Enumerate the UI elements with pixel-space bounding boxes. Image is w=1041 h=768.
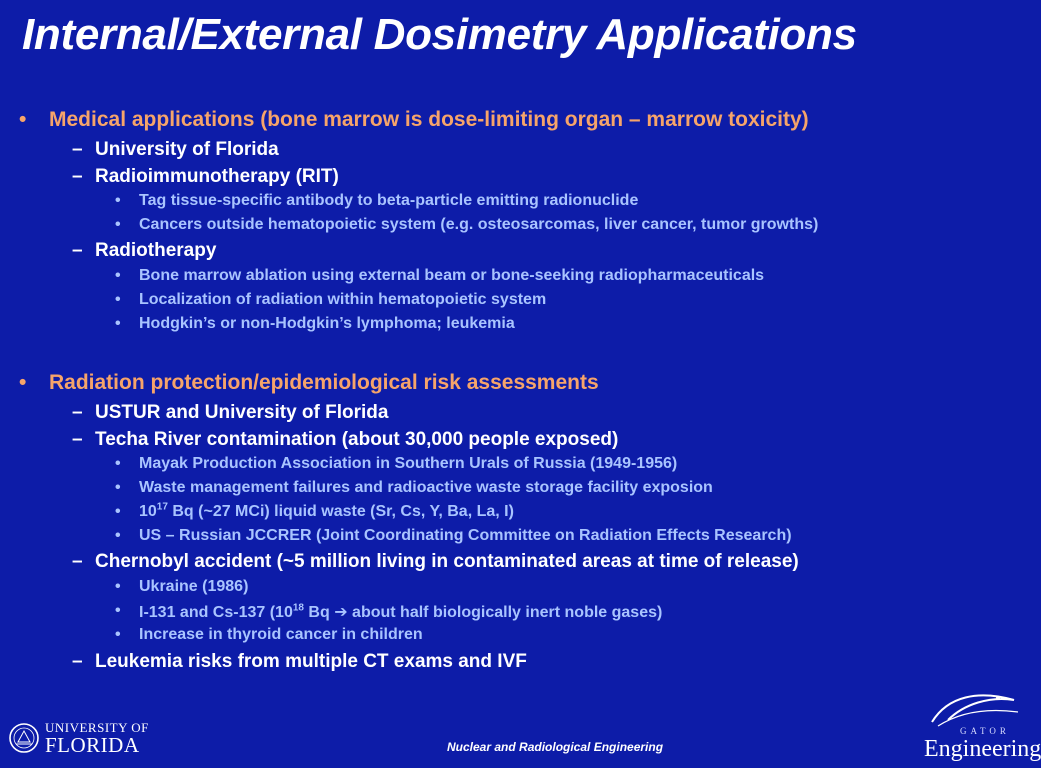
bullet-glyph: • <box>115 267 121 284</box>
bullet-glyph: • <box>115 602 121 619</box>
bullet-glyph: • <box>115 291 121 308</box>
dash-glyph: – <box>72 166 83 187</box>
slide-title: Internal/External Dosimetry Applications <box>22 10 857 59</box>
bullet-glyph: • <box>19 108 27 131</box>
gator-engineering-logo: GATOR Engineering <box>918 686 1022 766</box>
dash-glyph: – <box>72 402 83 423</box>
bullet-glyph: • <box>115 216 121 233</box>
dash-glyph: – <box>72 240 83 261</box>
bullet-glyph: • <box>115 578 121 595</box>
footer-department-text: Nuclear and Radiological Engineering <box>447 740 664 754</box>
bullet-glyph: • <box>115 455 121 472</box>
bullet-glyph: • <box>115 626 121 643</box>
dash-glyph: – <box>72 139 83 160</box>
bullet-glyph: • <box>115 479 121 496</box>
slide: Internal/External Dosimetry Applications • Medical applications (bone marrow is dose-limiting organ – marrow toxicity) – University of Florida – Radioimmunotherapy (RIT) • Tag tissue-specific antibody to beta-particle emitting radionuclide • Cancers outside hematopoietic system (e.g. osteosarcomas, liver cancer, tumor growths) – Radiotherapy • Bone marrow ablation using external beam or bone-seeking radiopharmaceuticals • Localization of radiation within hematopoietic system • Hodgkin’s or non-Hodgkin’s lymphoma; leukemia • Radiation protection/epidemiological risk assessments – USTUR and University of Florida – Techa River contamination (about 30,000 people exposed) • Mayak Production Association in Southern Urals of Russia (1949-1956) • Waste management failures and radioactive waste storage facility exposion • $10^{17}$ Bq (~27 MCi) liquid waste (Sr, Cs, Y, Ba, La, I) • US – Russian JCCRER (Joint Coordinating Committee on Radiation Effects Research) – Chernobyl accident (~5 million living in contaminated areas at time of release) • Ukraine (1986) • I-131 and Cs-137 ($10^{18}$ Bq ➔ about half biologically inert noble gases) • Increase in thyroid cancer in children – Leukemia risks from multiple CT exams and IVF UNIVERSITY OF FLORIDA Nuclear and Radiological Engineering GATOR Engineering <box>0 0 1024 768</box>
dash-glyph: – <box>72 651 83 672</box>
uf-seal-icon <box>8 722 40 754</box>
arrow-right-icon: ➔ <box>334 604 348 621</box>
university-of-florida-logo: UNIVERSITY OF FLORIDA <box>8 716 168 760</box>
bullet-glyph: • <box>115 527 121 544</box>
bullet-glyph: • <box>19 371 27 394</box>
bullet-glyph: • <box>115 503 121 520</box>
dash-glyph: – <box>72 551 83 572</box>
bullet-glyph: • <box>115 192 121 209</box>
dash-glyph: – <box>72 429 83 450</box>
bullet-glyph: • <box>115 315 121 332</box>
